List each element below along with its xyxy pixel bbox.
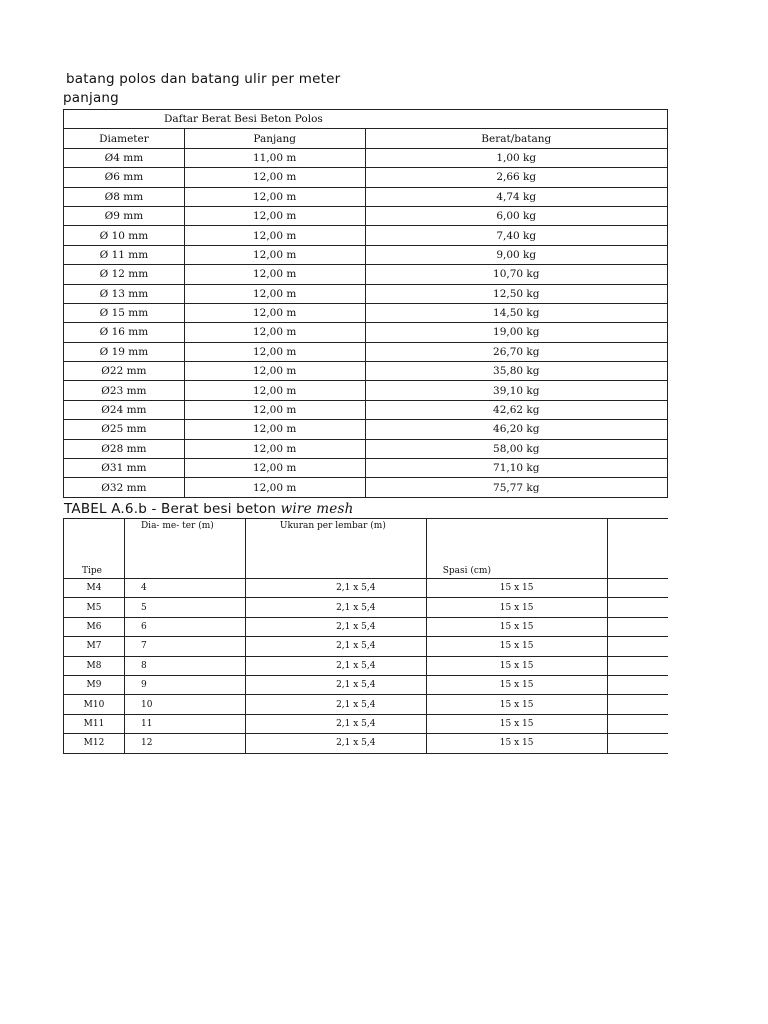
cell-diameter: Ø 12 mm [64, 265, 185, 284]
cell-diameter: Ø25 mm [64, 420, 185, 439]
cell-panjang: 12,00 m [184, 400, 365, 419]
cell-ukuran: 2,1 x 5,4 [245, 617, 426, 636]
cell-empty [607, 656, 668, 675]
cell-empty [607, 637, 668, 656]
table-caption-wire-mesh [64, 501, 353, 517]
table-row [64, 675, 669, 694]
cell-panjang: 12,00 m [184, 459, 365, 478]
cell-berat: 9,00 kg [365, 245, 667, 264]
header-berat: Berat/batang [365, 129, 667, 148]
table-row [64, 579, 669, 598]
cell-diameter: 9 [124, 675, 245, 694]
cell-tipe: M5 [64, 598, 125, 617]
table-row [64, 245, 668, 264]
cell-diameter: 5 [124, 598, 245, 617]
table-row [64, 598, 669, 617]
cell-diameter: Ø 13 mm [64, 284, 185, 303]
cell-spasi: 15 x 15 [426, 598, 607, 617]
cell-diameter: Ø 15 mm [64, 303, 185, 322]
cell-berat: 35,80 kg [365, 362, 667, 381]
cell-diameter: Ø31 mm [64, 459, 185, 478]
table-row [64, 617, 669, 636]
cell-tipe: M12 [64, 734, 125, 753]
cell-ukuran: 2,1 x 5,4 [245, 695, 426, 714]
table-title-row [64, 110, 668, 129]
cell-diameter: 7 [124, 637, 245, 656]
table-title: Daftar Berat Besi Beton Polos [164, 113, 323, 126]
cell-diameter: 11 [124, 714, 245, 733]
cell-ukuran: 2,1 x 5,4 [245, 637, 426, 656]
cell-panjang: 12,00 m [184, 323, 365, 342]
cell-empty [607, 695, 668, 714]
cell-diameter: Ø4 mm [64, 148, 185, 167]
cell-tipe: M10 [64, 695, 125, 714]
cell-panjang: 12,00 m [184, 439, 365, 458]
cell-berat: 26,70 kg [365, 342, 667, 361]
header-spasi: Spasi (cm) [426, 519, 607, 579]
cell-berat: 58,00 kg [365, 439, 667, 458]
table-row [64, 714, 669, 733]
cell-berat: 7,40 kg [365, 226, 667, 245]
cell-berat: 39,10 kg [365, 381, 667, 400]
table-row [64, 168, 668, 187]
cell-tipe: M8 [64, 656, 125, 675]
cell-ukuran: 2,1 x 5,4 [245, 656, 426, 675]
table-row [64, 206, 668, 225]
cell-panjang: 12,00 m [184, 226, 365, 245]
cell-diameter: 12 [124, 734, 245, 753]
cell-diameter: Ø9 mm [64, 206, 185, 225]
cell-diameter: Ø 10 mm [64, 226, 185, 245]
table-wire-mesh [63, 518, 668, 754]
cell-spasi: 15 x 15 [426, 714, 607, 733]
cell-empty [607, 734, 668, 753]
table-row [64, 381, 668, 400]
cell-berat: 1,00 kg [365, 148, 667, 167]
cell-diameter: 10 [124, 695, 245, 714]
cell-empty [607, 714, 668, 733]
cell-ukuran: 2,1 x 5,4 [245, 598, 426, 617]
cell-panjang: 12,00 m [184, 206, 365, 225]
table-row [64, 323, 668, 342]
table-row [64, 148, 668, 167]
cell-spasi: 15 x 15 [426, 617, 607, 636]
header-diameter: Diameter [64, 129, 185, 148]
cell-diameter: 8 [124, 656, 245, 675]
header-diameter: Dia- me- ter (m) [124, 519, 245, 579]
cell-diameter: Ø22 mm [64, 362, 185, 381]
cell-berat: 71,10 kg [365, 459, 667, 478]
cell-diameter: Ø8 mm [64, 187, 185, 206]
cell-diameter: Ø 16 mm [64, 323, 185, 342]
cell-ukuran: 2,1 x 5,4 [245, 579, 426, 598]
table-row [64, 439, 668, 458]
intro-text [63, 70, 383, 108]
cell-ukuran: 2,1 x 5,4 [245, 734, 426, 753]
cell-empty [607, 617, 668, 636]
cell-diameter: Ø24 mm [64, 400, 185, 419]
cell-panjang: 12,00 m [184, 245, 365, 264]
cell-berat: 10,70 kg [365, 265, 667, 284]
cell-diameter: Ø 19 mm [64, 342, 185, 361]
caption-italic: wire mesh [280, 501, 354, 517]
cell-empty [607, 579, 668, 598]
table-row [64, 187, 668, 206]
header-empty [607, 519, 668, 579]
cell-spasi: 15 x 15 [426, 637, 607, 656]
table-row [64, 637, 669, 656]
cell-diameter: Ø6 mm [64, 168, 185, 187]
cell-empty [607, 598, 668, 617]
cell-panjang: 12,00 m [184, 303, 365, 322]
table-row [64, 656, 669, 675]
cell-berat: 4,74 kg [365, 187, 667, 206]
cell-panjang: 12,00 m [184, 420, 365, 439]
cell-panjang: 12,00 m [184, 284, 365, 303]
cell-diameter: Ø 11 mm [64, 245, 185, 264]
cell-berat: 42,62 kg [365, 400, 667, 419]
table-row [64, 303, 668, 322]
cell-diameter: Ø32 mm [64, 478, 185, 497]
cell-berat: 14,50 kg [365, 303, 667, 322]
cell-spasi: 15 x 15 [426, 579, 607, 598]
cell-spasi: 15 x 15 [426, 734, 607, 753]
table-row [64, 342, 668, 361]
cell-berat: 12,50 kg [365, 284, 667, 303]
table-row [64, 695, 669, 714]
cell-tipe: M9 [64, 675, 125, 694]
cell-berat: 75,77 kg [365, 478, 667, 497]
cell-ukuran: 2,1 x 5,4 [245, 714, 426, 733]
table-besi-beton-polos [63, 109, 668, 498]
cell-panjang: 12,00 m [184, 168, 365, 187]
intro-line-2: panjang [63, 90, 119, 106]
cell-diameter: 4 [124, 579, 245, 598]
cell-tipe: M6 [64, 617, 125, 636]
cell-diameter: 6 [124, 617, 245, 636]
cell-panjang: 12,00 m [184, 381, 365, 400]
cell-tipe: M11 [64, 714, 125, 733]
cell-panjang: 12,00 m [184, 478, 365, 497]
cell-berat: 19,00 kg [365, 323, 667, 342]
cell-tipe: M7 [64, 637, 125, 656]
table-row [64, 734, 669, 753]
cell-berat: 46,20 kg [365, 420, 667, 439]
header-tipe: Tipe [64, 519, 125, 579]
cell-spasi: 15 x 15 [426, 675, 607, 694]
table-row [64, 478, 668, 497]
table-row [64, 459, 668, 478]
intro-line-1: batang polos dan batang ulir per meter [66, 71, 341, 87]
cell-panjang: 12,00 m [184, 265, 365, 284]
caption-prefix: TABEL A.6.b - Berat besi beton [64, 501, 281, 517]
cell-ukuran: 2,1 x 5,4 [245, 675, 426, 694]
header-ukuran: Ukuran per lembar (m) [245, 519, 426, 579]
table-row [64, 284, 668, 303]
cell-tipe: M4 [64, 579, 125, 598]
cell-diameter: Ø28 mm [64, 439, 185, 458]
table-header-row [64, 129, 668, 148]
cell-berat: 6,00 kg [365, 206, 667, 225]
table-row [64, 420, 668, 439]
table-row [64, 400, 668, 419]
table-row [64, 362, 668, 381]
cell-spasi: 15 x 15 [426, 656, 607, 675]
table-header-row [64, 519, 669, 579]
cell-diameter: Ø23 mm [64, 381, 185, 400]
cell-panjang: 12,00 m [184, 187, 365, 206]
table-row [64, 265, 668, 284]
cell-berat: 2,66 kg [365, 168, 667, 187]
cell-panjang: 11,00 m [184, 148, 365, 167]
table-row [64, 226, 668, 245]
header-panjang: Panjang [184, 129, 365, 148]
cell-spasi: 15 x 15 [426, 695, 607, 714]
cell-panjang: 12,00 m [184, 342, 365, 361]
cell-panjang: 12,00 m [184, 362, 365, 381]
cell-empty [607, 675, 668, 694]
